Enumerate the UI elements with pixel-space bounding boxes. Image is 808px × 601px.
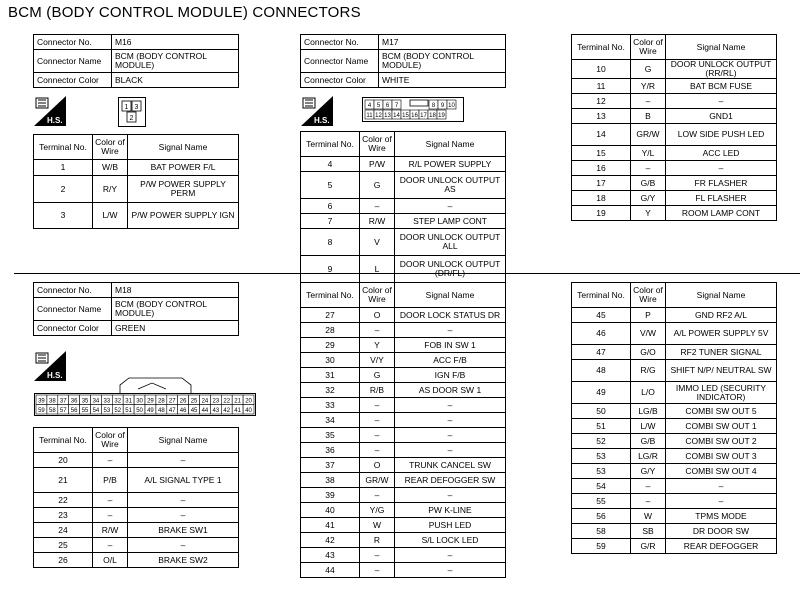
hs-label: H.S. [47, 116, 63, 125]
m16-connector-color: BLACK [112, 73, 239, 88]
table-row: 32 R/B AS DOOR SW 1 [301, 383, 506, 398]
table-row: 59 G/R REAR DEFOGGER [572, 539, 777, 554]
table-row: 20 – – [34, 453, 239, 468]
table-row: 25 – – [34, 538, 239, 553]
table-row: 54 – – [572, 479, 777, 494]
page-title: BCM (BODY CONTROL MODULE) CONNECTORS [8, 4, 361, 21]
m17-pin-label: 13 [384, 112, 391, 119]
table-row: 31 G IGN F/B [301, 368, 506, 383]
m18-pin-label: 22 [223, 398, 231, 405]
label-connector-color: Connector Color [34, 73, 112, 88]
m16-connector-no: M16 [112, 35, 239, 50]
table-row: 35 – – [301, 428, 506, 443]
m18-pin-label: 53 [103, 407, 111, 414]
table-row: 34 – – [301, 413, 506, 428]
m17-pin-label: 11 [366, 112, 373, 119]
m17-pin-label: 6 [385, 102, 390, 109]
m18-pin-label: 54 [92, 407, 100, 414]
m17-pin-label: 17 [420, 112, 427, 119]
header-terminal-no: Terminal No. [34, 135, 93, 160]
m17-pin-label: 8 [431, 102, 436, 109]
label-connector-no: Connector No. [34, 35, 112, 50]
table-row: 38 GR/W REAR DEFOGGER SW [301, 473, 506, 488]
table-row: 47 G/O RF2 TUNER SIGNAL [572, 345, 777, 360]
table-row: 55 – – [572, 494, 777, 509]
m16-pin-3: 3 [134, 104, 139, 111]
m18-pin-label: 21 [234, 398, 241, 405]
table-row: 33 – – [301, 398, 506, 413]
m16-pin-2: 2 [129, 115, 134, 122]
m17-pin-label: 4 [367, 102, 372, 109]
m17-connector-no: M17 [379, 35, 506, 50]
m18-pin-label: 52 [114, 407, 122, 414]
table-row: 37 O TRUNK CANCEL SW [301, 458, 506, 473]
table-row: 13 B GND1 [572, 109, 777, 124]
table-row: 49 L/O IMMO LED (SECURITY INDICATOR) [572, 382, 777, 404]
table-row: 11 Y/R BAT BCM FUSE [572, 79, 777, 94]
m18-pin-table-cont: Terminal No. Color of Wire Signal Name 27 O DOOR LOCK STATUS DR 28 – – 29 Y FOB IN SW 1 30 V/Y ACC F/B 31 G IGN F/B 32 R/B AS DOOR SW 1 33 – – 34 – – 35 – – 36 – – 37 O TRUNK CANCEL SW 38 GR/W REAR DEFOGGER SW 39 – – 40 Y/G PW K-LINE 41 W PUSH LED 42 R S/L LOCK LED 43 – – 44 – – [300, 282, 506, 578]
m18-connector-face [34, 377, 256, 422]
m18-pin-label: 30 [136, 398, 143, 405]
hs-icon [301, 96, 333, 126]
m17-pin-label: 15 [402, 112, 409, 119]
m18-pin-label: 27 [168, 398, 176, 405]
m18-pin-label: 33 [103, 398, 111, 405]
m18-pin-label: 58 [49, 407, 56, 414]
table-row: 19 Y ROOM LAMP CONT [572, 206, 777, 221]
m18-pin-table: Terminal No. Color of Wire Signal Name 20 – – 21 P/B A/L SIGNAL TYPE 1 22 – – 23 – – 24 R/W BRAKE SW1 25 – – 26 O/L BRAKE SW2 [33, 427, 239, 568]
m18-pin-label: 56 [70, 407, 78, 414]
m18-pin-label: 50 [136, 407, 143, 414]
table-row: 45 P GND RF2 A/L [572, 308, 777, 323]
table-row: 29 Y FOB IN SW 1 [301, 338, 506, 353]
m18-pin-label: 35 [81, 398, 89, 405]
m17-pin-table: Terminal No. Color of Wire Signal Name 4 P/W R/L POWER SUPPLY 5 G DOOR UNLOCK OUTPUT AS 6 – – 7 R/W STEP LAMP CONT 8 V DOOR UNLOCK OUTPUT ALL 9 L DOOR UNLOCK OUTPUT (DR/FL) [300, 131, 506, 283]
m17-connector-name: BCM (BODY CONTROL MODULE) [379, 50, 506, 73]
m17-pin-label: 5 [376, 102, 381, 109]
m18-info-table: Connector No. M18 Connector Name BCM (BODY CONTROL MODULE) Connector Color GREEN [33, 282, 239, 336]
table-row: 16 – – [572, 161, 777, 176]
svg-text:H.S.: H.S. [314, 116, 330, 125]
m18-pin-label: 20 [245, 398, 252, 405]
table-row: 56 W TPMS MODE [572, 509, 777, 524]
m17-pin-label: 10 [448, 102, 455, 109]
m16-pin-table [33, 134, 239, 229]
table-row: 12 – – [572, 94, 777, 109]
m16-connector-name: BCM (BODY CONTROL MODULE) [112, 50, 239, 73]
m17-pin-label: 19 [438, 112, 445, 119]
m18-pin-label: 46 [179, 407, 187, 414]
table-row: 9 L DOOR UNLOCK OUTPUT (DR/FL) [301, 256, 506, 283]
table-row: 44 – – [301, 563, 506, 578]
m17-pin-label: 16 [411, 112, 418, 119]
m18-pin-label: 26 [179, 398, 187, 405]
m18-pin-label: 40 [245, 407, 252, 414]
table-row: 17 G/B FR FLASHER [572, 176, 777, 191]
m18-pin-label: 34 [92, 398, 100, 405]
m17-pin-label: 14 [393, 112, 400, 119]
m18-pin-label: 39 [38, 398, 45, 405]
table-row: 46 V/W A/L POWER SUPPLY 5V [572, 323, 777, 345]
header-signal-name: Signal Name [128, 135, 239, 160]
table-row: 24 R/W BRAKE SW1 [34, 523, 239, 538]
table-row: 18 G/Y FL FLASHER [572, 191, 777, 206]
table-row: 48 R/G SHIFT N/P/ NEUTRAL SW [572, 360, 777, 382]
table-row: 42 R S/L LOCK LED [301, 533, 506, 548]
m18-pin-label: 24 [201, 398, 209, 405]
m16-info-table [33, 34, 239, 88]
m18-pin-label: 31 [125, 398, 132, 405]
table-row: 43 – – [301, 548, 506, 563]
m18-pin-label: 28 [158, 398, 165, 405]
m17-connector-face [362, 97, 464, 127]
m18-pin-label: 38 [49, 398, 56, 405]
m18-pin-label: 44 [201, 407, 209, 414]
m17-connector-color: WHITE [379, 73, 506, 88]
table-row: 23 – – [34, 508, 239, 523]
table-row: 28 – – [301, 323, 506, 338]
m18-pin-label: 43 [212, 407, 220, 414]
svg-text:H.S.: H.S. [47, 371, 63, 380]
m18-pin-label: 57 [59, 407, 67, 414]
table-row: 50 LG/B COMBI SW OUT 5 [572, 404, 777, 419]
table-row: 10 G DOOR UNLOCK OUTPUT (RR/RL) [572, 60, 777, 79]
m17-pin-label: 9 [440, 102, 445, 109]
m18-pin-label: 37 [59, 398, 67, 405]
table-row: 52 G/B COMBI SW OUT 2 [572, 434, 777, 449]
table-row: 4 P/W R/L POWER SUPPLY [301, 157, 506, 172]
m18-pin-label: 29 [147, 398, 154, 405]
table-row: 26 O/L BRAKE SW2 [34, 553, 239, 568]
table-row: 53 LG/R COMBI SW OUT 3 [572, 449, 777, 464]
m17-pin-label: 18 [429, 112, 436, 119]
m18-connector-name: BCM (BODY CONTROL MODULE) [112, 298, 239, 321]
m18-pin-label: 49 [147, 407, 154, 414]
m18-pin-label: 25 [190, 398, 198, 405]
m17-pin-label: 12 [375, 112, 382, 119]
m18-pin-label: 42 [223, 407, 231, 414]
m17-pin-table-cont: Terminal No. Color of Wire Signal Name 10 G DOOR UNLOCK OUTPUT (RR/RL) 11 Y/R BAT BCM FUSE 12 – – 13 B GND1 14 GR/W LOW SIDE PUSH LED 15 Y/L ACC LED 16 – – 17 G/B FR FLASHER 18 G/Y FL FLASHER 19 Y ROOM LAMP CONT [571, 34, 777, 221]
table-row: 6 – – [301, 199, 506, 214]
m18-pin-label: 55 [81, 407, 89, 414]
m18-pin-label: 45 [190, 407, 198, 414]
table-row: 1 W/B BAT POWER F/L [34, 160, 239, 176]
hs-icon [34, 96, 66, 126]
table-row: 8 V DOOR UNLOCK OUTPUT ALL [301, 229, 506, 256]
m18-pin-table-cont2: Terminal No. Color of Wire Signal Name 45 P GND RF2 A/L 46 V/W A/L POWER SUPPLY 5V 47 G/O RF2 TUNER SIGNAL 48 R/G SHIFT N/P/ NEUTRAL SW 49 L/O IMMO LED (SECURITY INDICATOR) 50 LG/B COMBI SW OUT 5 51 L/W COMBI SW OUT 1 52 G/B COMBI SW OUT 2 53 LG/R COMBI SW OUT 3 53 G/Y COMBI SW OUT 4 54 – – 55 – – 56 W TPMS MODE 58 SB DR DOOR SW 59 G/R REAR DEFOGGER [571, 282, 777, 554]
m18-pin-label: 32 [114, 398, 122, 405]
m18-pin-label: 48 [158, 407, 165, 414]
table-row: 58 SB DR DOOR SW [572, 524, 777, 539]
table-row: 14 GR/W LOW SIDE PUSH LED [572, 124, 777, 146]
m18-connector-color: GREEN [112, 321, 239, 336]
table-row: 7 R/W STEP LAMP CONT [301, 214, 506, 229]
m17-info-table: Connector No. M17 Connector Name BCM (BODY CONTROL MODULE) Connector Color WHITE [300, 34, 506, 88]
m18-pin-label: 36 [70, 398, 78, 405]
table-row: 27 O DOOR LOCK STATUS DR [301, 308, 506, 323]
m18-pin-label: 23 [212, 398, 220, 405]
m18-connector-no: M18 [112, 283, 239, 298]
table-row: 36 – – [301, 443, 506, 458]
table-row: 22 – – [34, 493, 239, 508]
table-row: 30 V/Y ACC F/B [301, 353, 506, 368]
m18-pin-label: 59 [38, 407, 45, 414]
table-row: 51 L/W COMBI SW OUT 1 [572, 419, 777, 434]
table-row: 40 Y/G PW K-LINE [301, 503, 506, 518]
m16-connector-face [118, 97, 146, 132]
section-divider [14, 273, 800, 274]
table-row: 41 W PUSH LED [301, 518, 506, 533]
m16-pin-1: 1 [124, 104, 129, 111]
table-row: 53 G/Y COMBI SW OUT 4 [572, 464, 777, 479]
m18-pin-label: 51 [125, 407, 132, 414]
table-row: 21 P/B A/L SIGNAL TYPE 1 [34, 468, 239, 493]
m18-pin-label: 47 [168, 407, 176, 414]
header-color-of-wire: Color of Wire [93, 135, 128, 160]
label-connector-name: Connector Name [34, 50, 112, 73]
table-row: 2 R/Y P/W POWER SUPPLY PERM [34, 176, 239, 203]
m18-pin-label: 41 [234, 407, 241, 414]
table-row: 15 Y/L ACC LED [572, 146, 777, 161]
m17-pin-label: 7 [394, 102, 399, 109]
table-row: 3 L/W P/W POWER SUPPLY IGN [34, 203, 239, 229]
table-row: 39 – – [301, 488, 506, 503]
table-row: 5 G DOOR UNLOCK OUTPUT AS [301, 172, 506, 199]
